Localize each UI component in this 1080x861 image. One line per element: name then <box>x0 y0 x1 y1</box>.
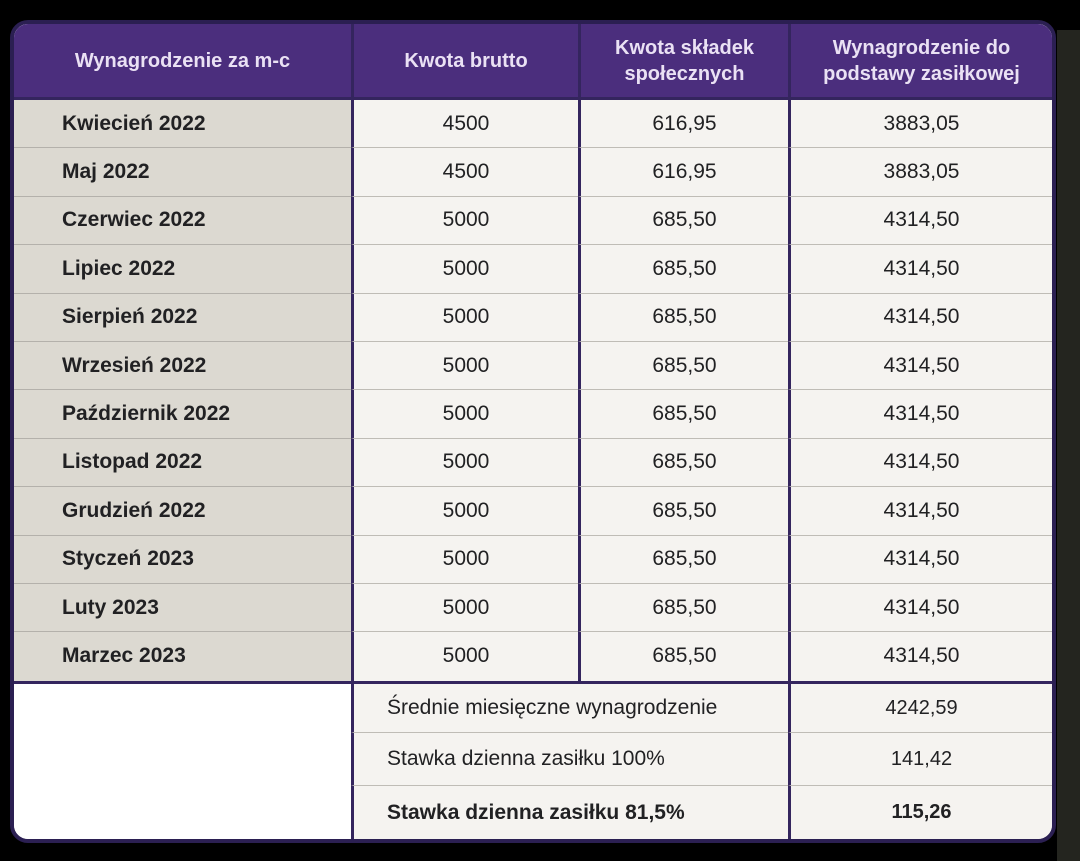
gross-cell: 4500 <box>351 100 578 148</box>
month-cell: Październik 2022 <box>14 390 351 438</box>
month-cell: Czerwiec 2022 <box>14 197 351 245</box>
month-cell: Maj 2022 <box>14 148 351 196</box>
contributions-cell: 616,95 <box>578 148 788 196</box>
benefit-base-cell: 4314,50 <box>788 342 1052 390</box>
col-header-contributions: Kwota składek społecznych <box>578 24 788 100</box>
contributions-cell: 685,50 <box>578 584 788 632</box>
gross-cell: 5000 <box>351 487 578 535</box>
benefit-base-cell: 4314,50 <box>788 197 1052 245</box>
benefit-base-cell: 4314,50 <box>788 390 1052 438</box>
summary-value-daily-rate-81-5: 115,26 <box>788 786 1052 839</box>
salary-table-card <box>10 20 1056 843</box>
gross-cell: 5000 <box>351 584 578 632</box>
benefit-base-cell: 4314,50 <box>788 294 1052 342</box>
gross-cell: 5000 <box>351 536 578 584</box>
gross-cell: 5000 <box>351 342 578 390</box>
contributions-cell: 685,50 <box>578 390 788 438</box>
summary-label-average-wage: Średnie miesięczne wynagrodzenie <box>351 681 788 734</box>
gross-cell: 5000 <box>351 197 578 245</box>
gross-cell: 5000 <box>351 439 578 487</box>
benefit-base-cell: 3883,05 <box>788 100 1052 148</box>
summary-label-daily-rate-100: Stawka dzienna zasiłku 100% <box>351 733 788 786</box>
benefit-base-cell: 4314,50 <box>788 584 1052 632</box>
gross-cell: 4500 <box>351 148 578 196</box>
contributions-cell: 685,50 <box>578 245 788 293</box>
benefit-base-cell: 4314,50 <box>788 536 1052 584</box>
summary-value-daily-rate-100: 141,42 <box>788 733 1052 786</box>
benefit-base-cell: 4314,50 <box>788 439 1052 487</box>
month-cell: Styczeń 2023 <box>14 536 351 584</box>
gross-cell: 5000 <box>351 245 578 293</box>
background-edge-strip <box>1057 30 1080 861</box>
contributions-cell: 685,50 <box>578 487 788 535</box>
gross-cell: 5000 <box>351 390 578 438</box>
contributions-cell: 685,50 <box>578 342 788 390</box>
contributions-cell: 685,50 <box>578 439 788 487</box>
gross-cell: 5000 <box>351 294 578 342</box>
month-cell: Lipiec 2022 <box>14 245 351 293</box>
col-header-benefit-base: Wynagrodzenie do podstawy zasiłkowej <box>788 24 1052 100</box>
salary-table <box>14 24 1052 839</box>
month-cell: Sierpień 2022 <box>14 294 351 342</box>
month-cell: Grudzień 2022 <box>14 487 351 535</box>
contributions-cell: 685,50 <box>578 294 788 342</box>
contributions-cell: 616,95 <box>578 100 788 148</box>
month-cell: Kwiecień 2022 <box>14 100 351 148</box>
benefit-base-cell: 4314,50 <box>788 487 1052 535</box>
benefit-base-cell: 4314,50 <box>788 632 1052 680</box>
contributions-cell: 685,50 <box>578 536 788 584</box>
month-cell: Wrzesień 2022 <box>14 342 351 390</box>
empty-cell <box>14 681 351 839</box>
gross-cell: 5000 <box>351 632 578 680</box>
month-cell: Listopad 2022 <box>14 439 351 487</box>
month-cell: Luty 2023 <box>14 584 351 632</box>
benefit-base-cell: 4314,50 <box>788 245 1052 293</box>
summary-label-daily-rate-81-5: Stawka dzienna zasiłku 81,5% <box>351 786 788 839</box>
col-header-gross: Kwota brutto <box>351 24 578 100</box>
col-header-month: Wynagrodzenie za m-c <box>14 24 351 100</box>
month-cell: Marzec 2023 <box>14 632 351 680</box>
summary-value-average-wage: 4242,59 <box>788 681 1052 734</box>
benefit-base-cell: 3883,05 <box>788 148 1052 196</box>
contributions-cell: 685,50 <box>578 632 788 680</box>
contributions-cell: 685,50 <box>578 197 788 245</box>
